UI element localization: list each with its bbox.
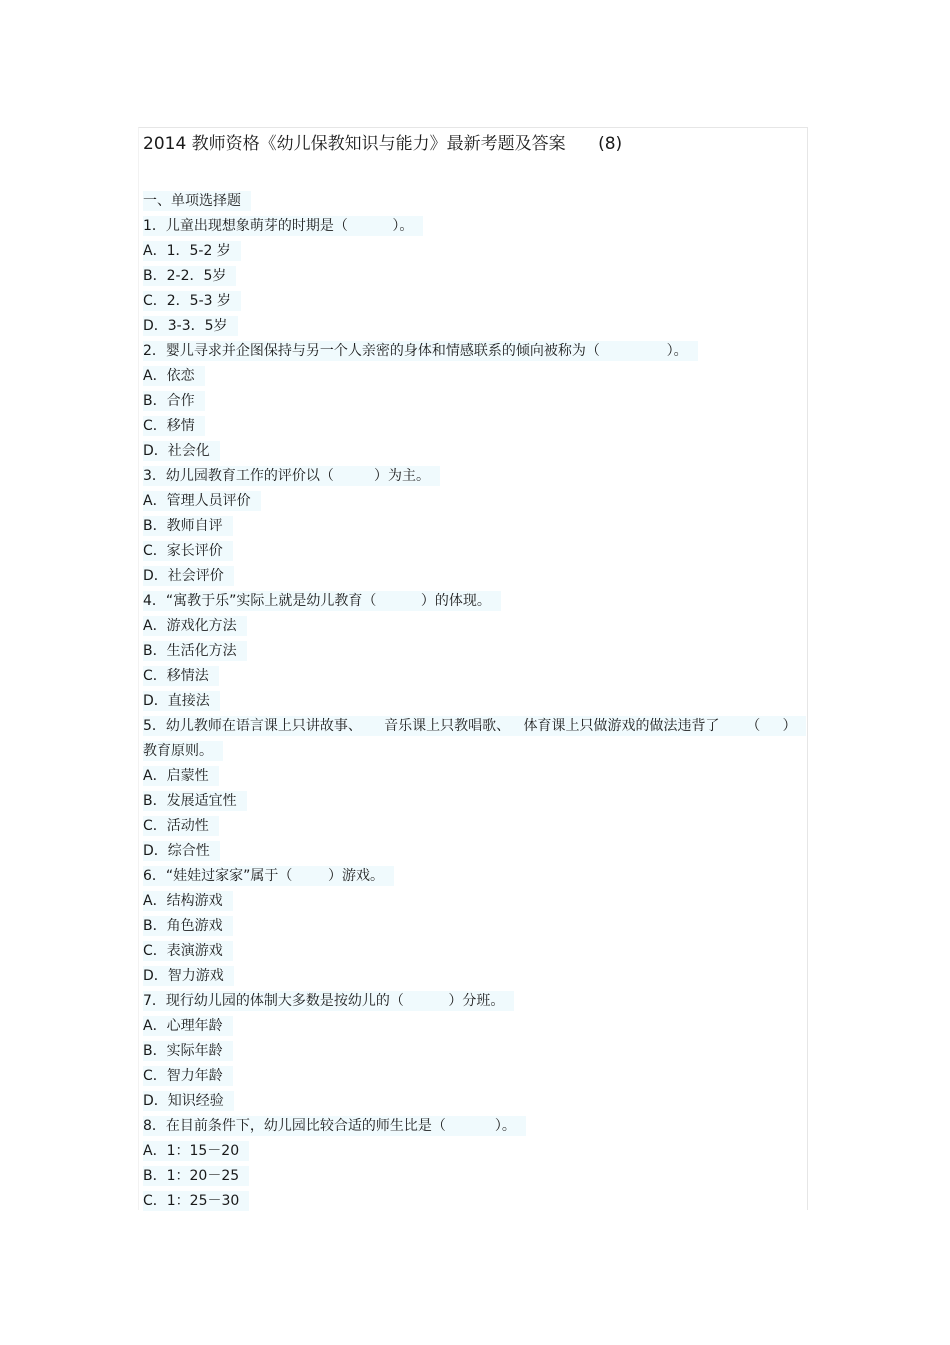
option-line: C．智力年龄 <box>143 1064 806 1089</box>
option-line: C．移情 <box>143 414 806 439</box>
question-line: 7．现行幼儿园的体制大多数是按幼儿的（ ）分班。 <box>143 989 806 1014</box>
question-list <box>143 189 806 1214</box>
option-line: D．智力游戏 <box>143 964 806 989</box>
option-line: B．合作 <box>143 389 806 414</box>
option-line: C．移情法 <box>143 664 806 689</box>
option-line: C．1：25－30 <box>143 1189 806 1214</box>
question-line: 2．婴儿寻求并企图保持与另一个人亲密的身体和情感联系的倾向被称为（ ）。 <box>143 339 806 364</box>
question-line: 6．“娃娃过家家”属于（ ）游戏。 <box>143 864 806 889</box>
question-line: 1．儿童出现想象萌芽的时期是（ ）。 <box>143 214 806 239</box>
option-line: D．社会化 <box>143 439 806 464</box>
question-line: 8．在目前条件下，幼儿园比较合适的师生比是（ ）。 <box>143 1114 806 1139</box>
option-line: D．知识经验 <box>143 1089 806 1114</box>
option-line: B．教师自评 <box>143 514 806 539</box>
option-line: B．实际年龄 <box>143 1039 806 1064</box>
option-line: A．结构游戏 <box>143 889 806 914</box>
option-line: A．1．5-2 岁 <box>143 239 806 264</box>
option-line: A．启蒙性 <box>143 764 806 789</box>
option-line: C．家长评价 <box>143 539 806 564</box>
option-line: B．2-2．5岁 <box>143 264 806 289</box>
question-line: 教育原则。 <box>143 739 806 764</box>
document-title: 2014 教师资格《幼儿保教知识与能力》最新考题及答案 (8) <box>143 134 623 154</box>
option-line: D．综合性 <box>143 839 806 864</box>
section-heading: 一、单项选择题 <box>143 189 806 214</box>
option-line: B．发展适宜性 <box>143 789 806 814</box>
option-line: D．3-3．5岁 <box>143 314 806 339</box>
option-line: A．1：15－20 <box>143 1139 806 1164</box>
option-line: B．1：20－25 <box>143 1164 806 1189</box>
option-line: A．依恋 <box>143 364 806 389</box>
question-line: 3．幼儿园教育工作的评价以（ ）为主。 <box>143 464 806 489</box>
option-line: A．心理年龄 <box>143 1014 806 1039</box>
question-line: 5．幼儿教师在语言课上只讲故事、 音乐课上只教唱歌、 体育课上只做游戏的做法违背了 （ ） <box>143 714 806 739</box>
option-line: A．游戏化方法 <box>143 614 806 639</box>
option-line: D．直接法 <box>143 689 806 714</box>
option-line: C．活动性 <box>143 814 806 839</box>
option-line: B．生活化方法 <box>143 639 806 664</box>
option-line: C．表演游戏 <box>143 939 806 964</box>
option-line: A．管理人员评价 <box>143 489 806 514</box>
option-line: C．2．5-3 岁 <box>143 289 806 314</box>
option-line: D．社会评价 <box>143 564 806 589</box>
option-line: B．角色游戏 <box>143 914 806 939</box>
question-line: 4．“寓教于乐”实际上就是幼儿教育（ ）的体现。 <box>143 589 806 614</box>
